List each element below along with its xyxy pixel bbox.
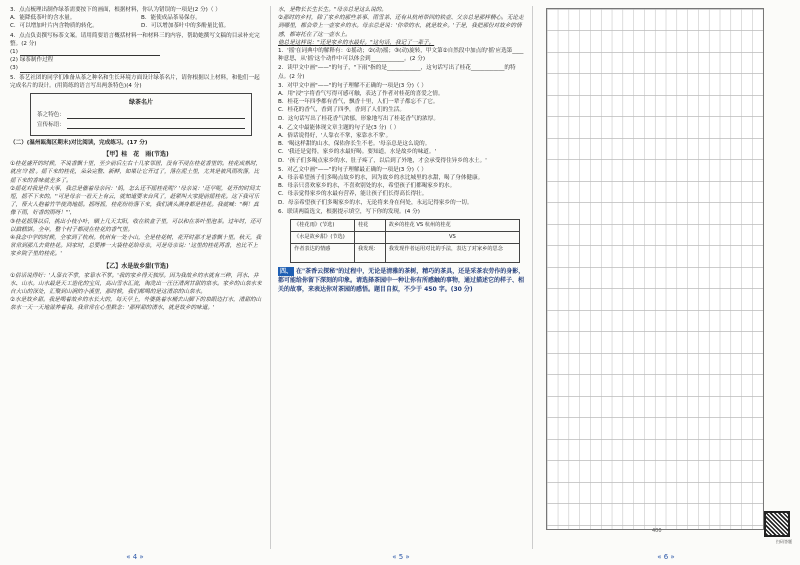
q4-answer-blank-3[interactable] (20, 66, 160, 73)
p5-q5-option-d: D．母亲希望孩子们多喝家乡的水，无论将来身在何处，永远记得家乡的一切。 (278, 199, 473, 206)
qr-caption: 扫码答题 (776, 539, 792, 544)
table-cell: 《桂花雨》(节选) (291, 220, 355, 232)
table-cell-answer[interactable]: 我发现： (354, 244, 385, 263)
essay-prompt (278, 267, 526, 294)
p5-q5-option-c: C．母亲觉得家乡的水最有营养，能让孩子们长得高长得壮。 (278, 191, 428, 198)
text-a-para-2: ②摇花对我是件大事，我总是催着母亲问：'妈，怎么还不摇桂花呢？'母亲说：'还早呢，花开的时间太短，摇不下来的。''可是母亲一看天上有云，就知道要来台风了，赶紧叫大家提前摇桂花。这下我可乐了，帮大人抱着竹竿使劲地摇。摇呀摇，桂花纷纷落下来，我们满头满身都是桂花。我就喊："啊！真像下雨，好香的雨呀！"', (10, 185, 261, 217)
essay-writing-grid[interactable] (546, 8, 764, 530)
p5-q4-option-b: B．'喝这样甜的山水，保佑你长生不老。'母亲总是这么说的。 (278, 141, 431, 148)
page-4 (0, 0, 270, 565)
section-2-heading: （二）(温州瓯海区期末)对比阅读，完成练习。(17 分) (10, 140, 148, 147)
table-cell-answer[interactable]: VS (385, 232, 519, 244)
p5-q3-option-d: D．这句话写出了桂花香气浓郁，形象地写出了桂花香气的浓厚。 (278, 115, 439, 122)
text-a-para-3: ③桂花摇落以后，挑出小枝小叶，晒上几天太阳，收在铁盒子里，可以和在茶叶里泡茶。过年时，还可以做糕饼。全年，整个村子都浸在桂花的香气里。 (10, 218, 262, 233)
page-divider (270, 6, 271, 549)
page-number-6: « 6 » (657, 553, 675, 561)
q3-option-b: B．能使成品茶易保存。 (141, 15, 201, 22)
table-cell: 桂花 (354, 220, 385, 232)
q4-answer-blank-1[interactable] (20, 49, 160, 56)
tea-name-card (30, 93, 252, 136)
q4-item-2: (2) 绿茶制作过程 (10, 57, 54, 64)
table-cell: 作者表达的情感 (291, 244, 355, 263)
table-row (291, 220, 520, 232)
p5-q3-option-c: C．桂花的香气，香到了四季，香到了人们的生活。 (278, 107, 405, 114)
card-row-feature-label: 茶之特色： (37, 112, 65, 119)
qr-code-icon (764, 511, 790, 537)
table-cell-answer[interactable] (354, 232, 385, 244)
p5-question-4-stem: 4．乙文中最能体现文章主题的句子是(3 分)（ ） (278, 124, 400, 131)
p5-question-3 (278, 82, 526, 123)
text-b-para-2: ②水是故乡甜。我是喝着故乡的水长大的，每天早上，外婆挑着水桶去山脚下的泉眼边打水，清甜的山泉水一天一天地滋养着我。我常常在心里默念：'那样甜的清水，就是故乡的味道。' (10, 297, 262, 312)
p5-question-5 (278, 166, 526, 207)
p5-question-5-stem: 5．对乙文中画"——"的句子理解最正确的一项是(3 分)（ ） (278, 166, 427, 173)
text-a-title: 【甲】桂 花 雨(节选) (103, 151, 169, 159)
p5-q3-option-a: A．用"浸"字将香气写得可感可触，表达了作者对桂花的喜爱之情。 (278, 91, 444, 98)
text-a-para-4: ④我念中学的时候，全家到了杭州。杭州有一处小山，全是桂花树，花开时那才是香飘十里。秋天，我常常到那儿去赏桂花。回家时，总要捧一大袋桂花给母亲，可是母亲说：'这里的桂花再香，也比不上家乡院子里的桂花。' (10, 235, 262, 258)
question-4 (10, 32, 262, 73)
text-b-title: 【乙】水是故乡甜(节选) (103, 262, 169, 270)
p5-question-1: 1．'摇'在词典中的解释有：①摇动；②(动)摇；③(动)旋转，甲文第②自然段中加点的'摇'应选第____种意思，从'摇'这个动作中可以体会到____________。(2 分) (278, 48, 524, 63)
essay-text: 在"茶香云探秘"的过程中，无论是清雅的茶树，精巧的茶具，还是采茶农劳作的身影，都可能给你留下深刻的印象。请选择茶园中一种让你有所感触的事物，通过描述它的样子、相关的故事，来表达你对茶园的感悟。题目自拟，不少于 450 字。(30 分) (278, 268, 525, 294)
question-5 (10, 74, 262, 136)
comparison-table (290, 219, 520, 263)
page-5 (270, 0, 532, 565)
essay-tag: 四、 (280, 268, 293, 276)
p5-q4-option-a: A．俗话说得好，'人靠衣不掌，家靠水不掌'。 (278, 133, 392, 140)
question-3 (10, 6, 262, 31)
text-b-continued-3: 他总是这样说："还是家乡的水最好。"这句话，我记了一辈子。 (278, 39, 435, 46)
table-cell: 故乡的桂花 VS 杭州的桂花 (385, 220, 519, 232)
q3-option-a: A．能降低茶叶的含水量。 (10, 15, 76, 22)
text-b-continued-1: 水，是物长长生长生。"母亲总是这么说的。 (278, 7, 387, 13)
question-3-stem: 3．点点梳理出制作绿茶需要按下的画面，根据材料，你认为错误的一项是(2 分)（ ） (10, 7, 221, 13)
table-row (291, 244, 520, 263)
table-cell: 《水是故乡甜》(节选) (291, 232, 355, 244)
p5-q3-option-b: B．桂花一年四季都有香气，飘香十里，人们一辈子都忘不了它。 (278, 99, 439, 106)
p5-q4-option-d: D．'孩子们多喝点家乡的水，肚子疼了，以后到了外地，才会承受得住异乡的水土。' (278, 157, 487, 164)
card-title: 绿茶名片 (128, 99, 153, 107)
question-5-stem: 5．茶艺社团的同学们准备从茶之种名和生长环境方面设计绿茶名片，请你根据以上材料，和他们一起完成名片的设计。(用简练的语言写出两条特色)(4 分) (10, 74, 260, 89)
q4-item-3: (3) (10, 65, 18, 72)
p5-question-4 (278, 124, 526, 165)
question-4-stem: 4．点点负责撰写标茶文案。请用简要语言概括材料一和材料三的内容，帮助她撰写文稿的目录补充完整。(2 分) (10, 32, 260, 47)
table-cell: 我发现作者运用对比的手法，表达了对家乡的思念 (385, 244, 519, 263)
page-6 (532, 0, 800, 565)
page-number-4: « 4 » (126, 553, 144, 561)
q4-item-1: (1) (10, 49, 18, 56)
word-count-mark: 400 (652, 528, 662, 534)
p5-q4-option-c: C．'我还是觉得，家乡的水最好喝。要知道，水是故乡的味道。' (278, 149, 437, 156)
p5-q5-option-b: B．母亲只喜欢家乡的水，不喜欢别处的水，希望孩子们都喝家乡的水。 (278, 183, 456, 190)
card-feature-input[interactable] (67, 110, 245, 119)
text-b-continued-2: ②那时的乡村，除了家乡的那些茶事、雨雪茶、还有从杭州带回的铁壶、父亲总是那样精心。无论走到哪里，都会带上一壶家乡的水。母亲总是说：'你带的水，就是故乡。'于是，我把那份对故乡的情感，都寄托在了这一壶水上。 (278, 15, 524, 38)
p5-question-6-stem: 6．联读两篇选文，根据提示填空，写下你的发现。(4 分) (278, 208, 420, 215)
p5-q5-option-a: A．母亲希望孩子们多喝点故乡的水，因为故乡的水比城里的水甜，喝了身体健康。 (278, 175, 484, 182)
table-row (291, 232, 520, 244)
q3-option-d: D．可以增加茶叶中的多酚量比值。 (141, 23, 230, 30)
card-row-slogan-label: 宣传标语： (37, 122, 65, 129)
page-number-5: « 5 » (392, 553, 410, 561)
p5-question-3-stem: 3．对甲文中画"——"的句子理解不正确的一项是(3 分)（ ） (278, 82, 427, 89)
text-b-para-1: ①俗话说得好：'人靠衣不掌，家靠水不掌。'我的家乡得天独厚。因为我故乡的水就有三种，河水、井水、山水。山水最是天工造化的宝贝，高山雪水汇流，淘洗出一汪汪清冽甘甜的泉水。家乡的山泉水来自大山的深处，汇聚到山涧的小溪里，那时候，我们都喝的是这清凉的山泉水。 (10, 272, 262, 296)
card-slogan-input[interactable] (67, 120, 245, 129)
page-divider (532, 6, 533, 549)
text-a-para-1: ①桂花盛开的时候，不说香飘十里，至少前后左右十几家邻居，没有不浸在桂花香里的。桂花成熟时，就应当'摇'。摇下来的桂花，朵朵完整、新鲜，如果让它开过了，落在泥土里，尤其是被风雨吹落，比摇下来的香味就差多了。 (10, 161, 262, 184)
p5-question-2: 2．读甲文中画"——"的句子，"下雨"指的是____________，这句话写出了桂花____________的特点。(2 分) (278, 65, 516, 80)
p5-question-6 (278, 208, 526, 263)
q3-option-c: C．可以增加叶片内含物质的转化。 (10, 23, 98, 30)
